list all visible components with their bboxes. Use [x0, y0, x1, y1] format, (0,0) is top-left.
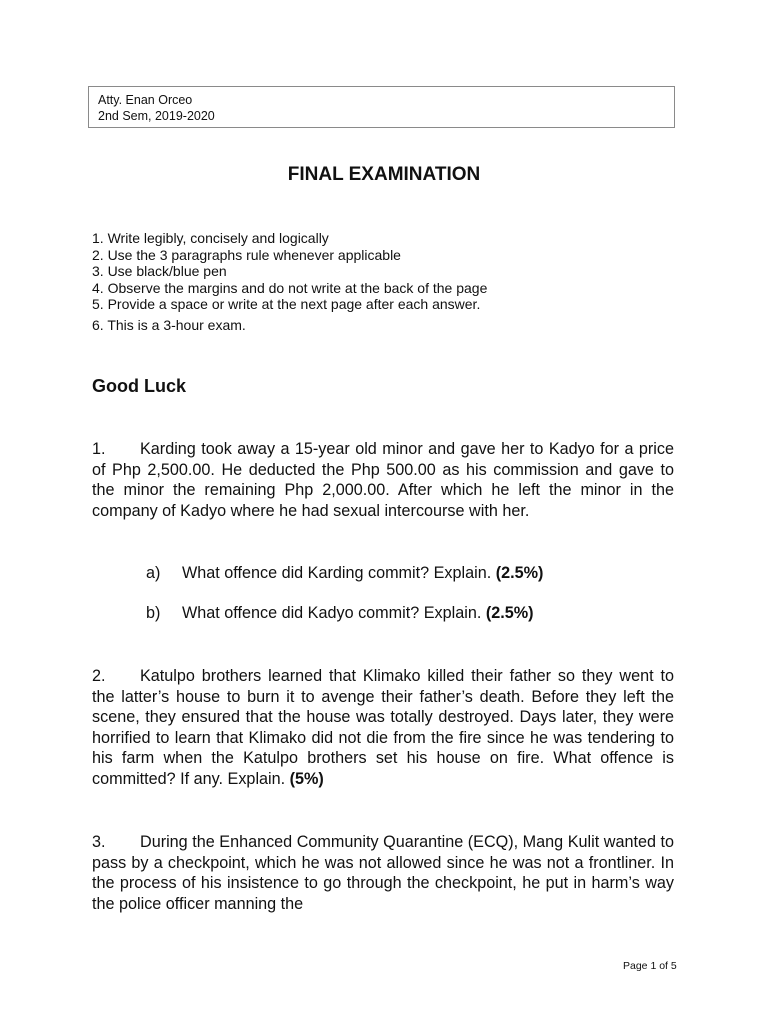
sub-question-mark: (2.5%)	[495, 564, 544, 582]
question-number: 2.	[92, 667, 106, 685]
question-1	[92, 439, 674, 521]
sub-question-mark: (2.5%)	[485, 604, 534, 622]
sub-question-label: b)	[146, 604, 161, 622]
exam-title: FINAL EXAMINATION	[287, 164, 481, 185]
instruction-item: 4. Observe the margins and do not write at the back of the page	[92, 279, 488, 296]
question-1a	[146, 564, 543, 583]
instructor-name: Atty. Enan Orceo	[98, 93, 193, 107]
question-mark: (5%)	[289, 769, 324, 788]
header-box	[88, 86, 675, 128]
semester: 2nd Sem, 2019-2020	[98, 109, 215, 123]
sub-question-text: What offence did Karding commit? Explain.	[182, 564, 496, 582]
question-number: 1.	[92, 440, 106, 458]
question-number: 3.	[92, 833, 106, 851]
page-number: Page 1 of 5	[623, 960, 677, 972]
instruction-item: 5. Provide a space or write at the next page after each answer.	[92, 296, 481, 313]
question-2	[92, 666, 674, 790]
good-luck-heading: Good Luck	[92, 376, 186, 396]
instruction-item: 2. Use the 3 paragraphs rule whenever applicable	[92, 246, 401, 263]
question-3	[92, 832, 674, 914]
question-1b	[146, 604, 534, 623]
question-text: Katulpo brothers learned that Klimako killed their father so they went to the latter’s house to burn it to avenge their father’s death. Before they left the scene, they ensured that the house was totally destroyed. Days later, they were horrified to learn that Klimako did not die from the fire since he was tendering to his farm when the Katulpo brothers set his house on fire. What offence is committed? If any. Explain.	[92, 667, 674, 788]
instruction-item: 1. Write legibly, concisely and logically	[92, 230, 329, 246]
instructions-list	[92, 230, 692, 334]
question-text: Karding took away a 15-year old minor and gave her to Kadyo for a price of Php 2,500.00. He deducted the Php 500.00 as his commission and gave to the minor the remaining Php 2,000.00. After which he left the minor in the company of Kadyo where he had sexual intercourse with her.	[92, 440, 674, 520]
sub-question-label: a)	[146, 564, 161, 582]
instruction-item: 3. Use black/blue pen	[92, 263, 227, 280]
question-text: During the Enhanced Community Quarantine (ECQ), Mang Kulit wanted to pass by a checkpoint, which he was not allowed since he was not a frontliner. In the process of his insistence to go through the checkpoint, he put in harm’s way the police officer manning the	[92, 833, 674, 913]
sub-question-text: What offence did Kadyo commit? Explain.	[182, 604, 486, 622]
instruction-item: 6. This is a 3-hour exam.	[92, 316, 246, 333]
